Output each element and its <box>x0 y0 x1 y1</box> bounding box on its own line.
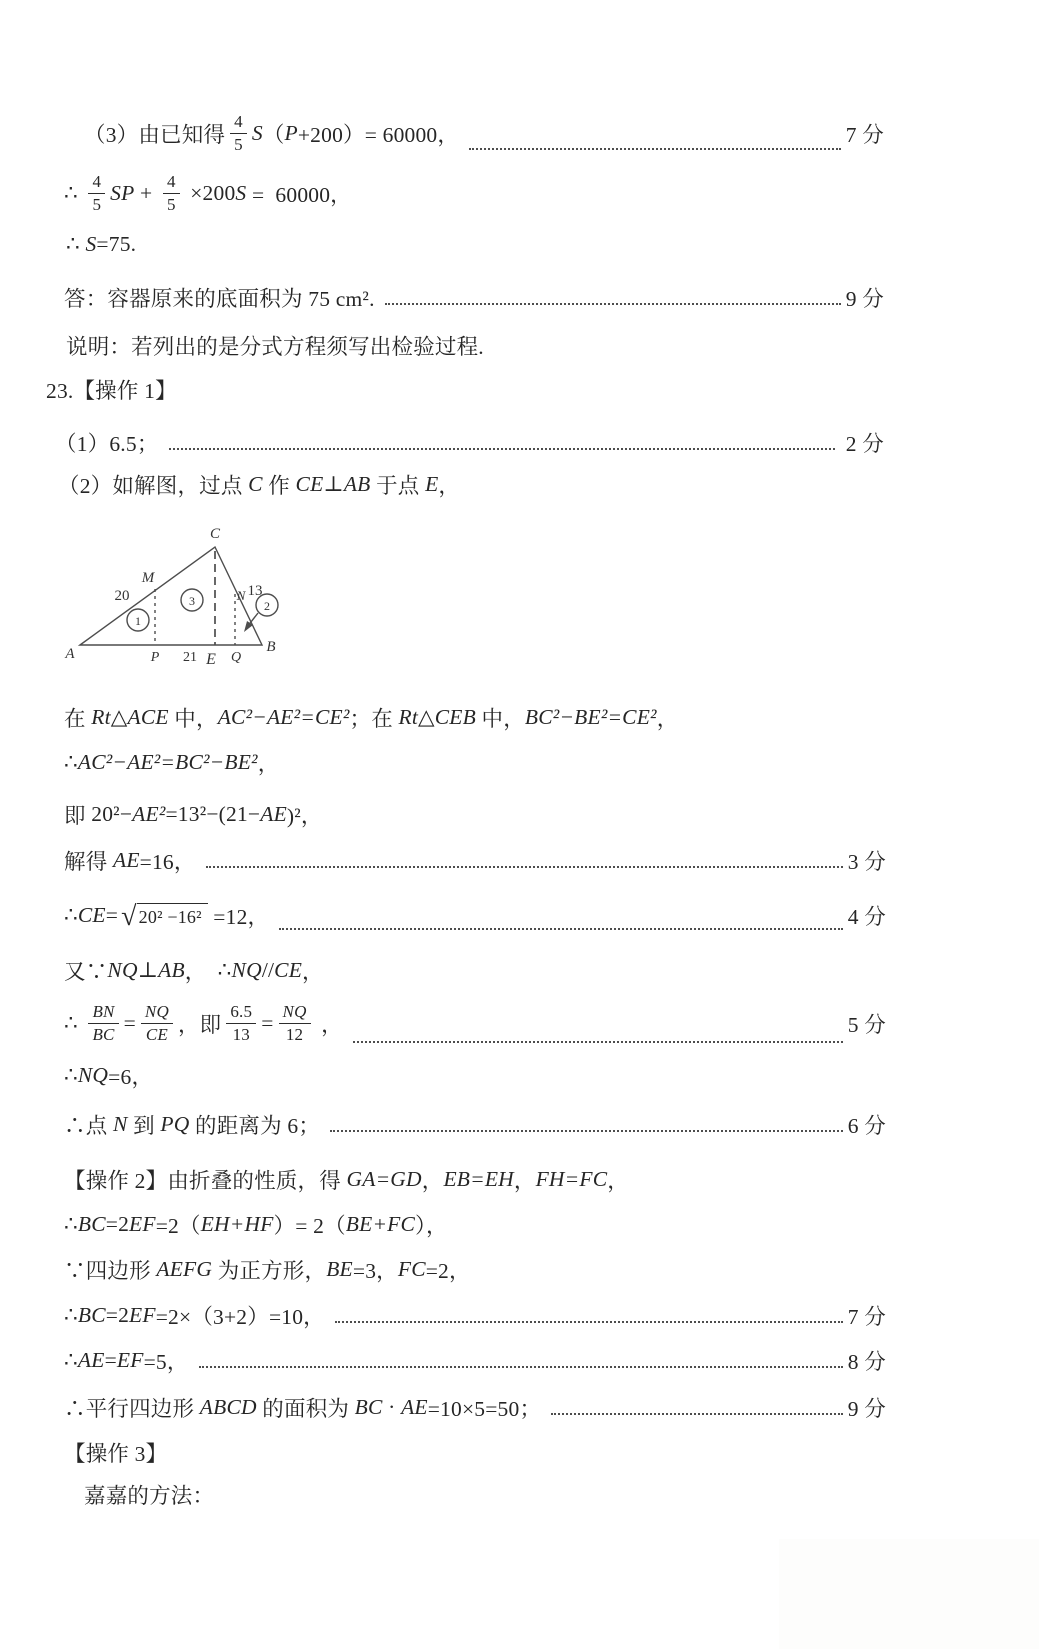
seg: CE <box>77 902 106 927</box>
radical-sign: √ <box>121 900 137 932</box>
seg: =2（ <box>155 1214 201 1238</box>
seg: BC²−BE²=CE² <box>524 705 657 729</box>
seg: =2 <box>105 1303 130 1327</box>
length-label-21: 21 <box>183 650 197 665</box>
seg: ∴ <box>64 902 78 927</box>
ae-value-line <box>64 1345 886 1376</box>
seg: CE <box>145 1024 168 1044</box>
dotted-leader <box>469 148 841 150</box>
seg: 5 <box>92 194 102 214</box>
seg: ∴平行四边形 <box>64 1397 200 1421</box>
seg: ∴ <box>64 1063 78 1087</box>
seg: EH+HF <box>200 1212 274 1236</box>
dotted-leader <box>335 1321 843 1323</box>
seg: 为正方形， <box>212 1259 327 1283</box>
seg: 的面积为 <box>256 1397 355 1421</box>
length-label-20: 20 <box>114 588 130 604</box>
seg: ∴ <box>64 1303 78 1327</box>
seg: AC²−AE²=CE² <box>217 705 350 729</box>
solution-line-eq1 <box>84 108 884 158</box>
parallel-line <box>64 955 324 986</box>
seg: SP <box>110 180 135 205</box>
seg: 20²− <box>91 802 133 826</box>
seg: ∴ <box>64 1348 78 1372</box>
seg: ∴ <box>64 1212 78 1236</box>
seg: 说明：若列出的是分式方程须写出检验过程. <box>66 335 484 359</box>
seg: =2， <box>425 1259 471 1283</box>
seg: （ <box>262 122 285 147</box>
seg: （2）如解图，过点 <box>58 474 249 498</box>
seg: 解得 <box>64 850 113 874</box>
seg: ∴ <box>66 232 86 256</box>
seg: BE+FC <box>345 1212 416 1236</box>
seg: S <box>251 120 263 145</box>
dotted-leader <box>551 1413 843 1415</box>
seg: EB=EH <box>443 1167 514 1191</box>
seg: ×200 <box>184 180 236 205</box>
seg: （1）6.5； <box>55 432 159 456</box>
seg: ∴点 <box>64 1114 113 1138</box>
seg: 【操作 2】由折叠的性质，得 <box>64 1169 347 1193</box>
distance-conclusion-line <box>64 1109 886 1140</box>
seg: AE² <box>132 802 166 826</box>
fraction-NQ-CE <box>141 1002 173 1043</box>
dotted-leader <box>169 448 836 450</box>
score-mark: 4 分 <box>847 904 886 929</box>
faint-watermark <box>779 1539 1039 1649</box>
seg: ∴ <box>64 180 84 205</box>
seg: NQ <box>231 958 262 982</box>
seg: NQ <box>107 958 138 982</box>
fraction-4-5 <box>88 172 105 213</box>
solution-line-s75 <box>66 232 136 257</box>
seg: EF <box>116 1348 144 1372</box>
seg: BN <box>88 1002 118 1023</box>
seg: AE <box>401 1395 428 1419</box>
seg: AB <box>158 958 185 982</box>
pythagoras-line <box>64 702 678 733</box>
problem-23-heading <box>46 374 177 405</box>
dotted-leader <box>385 303 841 305</box>
seg: 13 <box>232 1024 250 1044</box>
seg: =16， <box>139 850 196 874</box>
seg: ⊥ <box>323 472 344 496</box>
seg: 即 <box>64 804 92 828</box>
fraction-NQ-12 <box>279 1002 311 1043</box>
seg: ， <box>421 1169 444 1193</box>
seg: AB <box>343 472 371 496</box>
triangle-figure <box>50 500 300 670</box>
seg: AC²−AE²=BC²−BE² <box>77 750 258 774</box>
point-label-P: P <box>150 650 160 665</box>
seg: 4 <box>230 112 247 133</box>
seg: （3）由已知得 <box>84 122 226 147</box>
seg: ， <box>656 707 679 731</box>
seg: = <box>105 902 119 927</box>
bc-value-line <box>64 1300 886 1331</box>
seg: 中， <box>168 707 218 731</box>
seg: 的距离为 6； <box>189 1114 321 1138</box>
square-root <box>121 900 208 932</box>
seg: N <box>112 1112 128 1136</box>
seg: =75. <box>96 232 137 256</box>
score-mark: 7 分 <box>845 122 884 147</box>
seg: BC <box>92 1024 115 1044</box>
point-label-E: E <box>206 651 216 668</box>
dotted-leader <box>279 928 843 930</box>
dotted-leader <box>353 1041 843 1043</box>
part-2-intro <box>58 469 460 500</box>
area-conclusion-line <box>64 1392 886 1423</box>
seg: BC <box>77 1212 106 1236</box>
score-mark: 5 分 <box>847 1012 886 1037</box>
seg: =2×（3+2）=10， <box>155 1305 325 1329</box>
seg: 23.【操作 1】 <box>46 379 177 403</box>
seg: ，即 <box>177 1012 222 1037</box>
dotted-leader <box>206 866 843 868</box>
seg: 12 <box>285 1024 304 1044</box>
vertex-label-B: B <box>266 639 276 655</box>
seg: 4 <box>88 172 105 193</box>
seg: NQ <box>279 1002 311 1023</box>
length-label-13: 13 <box>247 583 263 599</box>
seg: 到 <box>127 1114 161 1138</box>
score-mark: 9 分 <box>845 287 884 311</box>
part-1-answer <box>55 427 884 458</box>
seg: PQ <box>160 1112 190 1136</box>
seg: =12， <box>207 904 270 929</box>
seg: GA=GD <box>346 1167 422 1191</box>
seg: =10×5=50； <box>427 1397 542 1421</box>
seg: · <box>382 1395 402 1419</box>
seg: 在 <box>64 707 92 731</box>
seg: = 60000， <box>246 182 352 207</box>
ae-result-line <box>64 845 886 876</box>
seg: 5 <box>234 134 243 154</box>
ce-result-line <box>64 892 886 938</box>
substitution-line <box>64 799 323 830</box>
fraction-BN-BC <box>88 1002 118 1043</box>
seg: AE <box>112 848 140 872</box>
seg: ， <box>438 474 461 498</box>
seg: // <box>261 958 275 982</box>
dotted-leader <box>199 1366 843 1368</box>
seg: ， <box>607 1169 629 1193</box>
seg: = <box>104 1348 117 1372</box>
point-label-Q: Q <box>230 650 242 665</box>
seg: BE <box>326 1257 353 1281</box>
seg: 嘉嘉的方法： <box>84 1484 215 1508</box>
score-mark: 3 分 <box>847 850 886 874</box>
seg: ， <box>513 1169 536 1193</box>
score-mark: 6 分 <box>847 1114 886 1138</box>
seg: 4 <box>163 172 180 193</box>
score-mark: 9 分 <box>847 1397 886 1421</box>
note-line <box>66 330 484 361</box>
seg: Rt△ACE <box>91 705 169 729</box>
seg: 作 <box>262 474 296 498</box>
seg: EF <box>129 1303 156 1327</box>
seg: 5 <box>166 194 176 214</box>
seg: + <box>134 180 158 205</box>
seg: ∵四边形 <box>64 1259 157 1283</box>
region-tag-2: 2 <box>264 599 270 613</box>
seg: EF <box>129 1212 156 1236</box>
operation-3-heading <box>64 1437 167 1468</box>
answer-line <box>64 282 884 313</box>
seg: 答：容器原来的底面积为 75 cm². <box>64 287 375 311</box>
seg: ， <box>184 960 218 984</box>
seg: =5， <box>143 1350 189 1374</box>
seg: FC <box>397 1257 426 1281</box>
seg: 6.5 <box>226 1002 256 1023</box>
seg: ）= 2（ <box>273 1214 346 1238</box>
seg: 又∵ <box>64 960 108 984</box>
seg: ， <box>302 960 324 984</box>
seg: ， <box>315 1012 343 1037</box>
score-mark: 2 分 <box>840 432 884 456</box>
seg: E <box>425 472 439 496</box>
seg: = <box>261 1010 274 1035</box>
seg: ；在 <box>349 707 399 731</box>
seg: =2 <box>105 1212 130 1236</box>
dotted-leader <box>330 1130 843 1132</box>
region-tag-1: 1 <box>135 614 141 628</box>
seg: CE <box>295 472 324 496</box>
operation-2-heading <box>64 1164 629 1195</box>
square-given-line <box>64 1254 471 1285</box>
point-label-M: M <box>141 570 155 586</box>
seg: = <box>123 1010 136 1035</box>
equation-line <box>64 747 279 778</box>
bc-expansion-line <box>64 1209 448 1240</box>
nq-result-line <box>64 1060 153 1091</box>
seg: 中， <box>475 707 525 731</box>
seg: BC <box>354 1395 383 1419</box>
seg: 20² −16² <box>137 903 208 928</box>
seg: +200）= 60000， <box>297 122 460 147</box>
ratio-line <box>64 995 886 1051</box>
point-label-N: N <box>236 588 246 603</box>
jiajia-method-heading <box>84 1479 214 1510</box>
seg: =3， <box>352 1259 398 1283</box>
seg: =13²−(21− <box>165 802 261 826</box>
seg: C <box>248 472 263 496</box>
seg: AEFG <box>156 1257 213 1281</box>
seg: AE <box>260 802 287 826</box>
fraction-6.5-13 <box>226 1002 256 1043</box>
seg: =6， <box>108 1065 154 1089</box>
seg: ）， <box>415 1214 448 1238</box>
seg: Rt△CEB <box>398 705 476 729</box>
seg: BC <box>77 1303 106 1327</box>
seg: FH=FC <box>535 1167 608 1191</box>
fraction-4-5 <box>230 112 247 153</box>
vertex-label-A: A <box>65 646 75 662</box>
solution-line-eq2 <box>64 168 352 218</box>
seg: AE <box>77 1348 105 1372</box>
vertex-label-C: C <box>209 526 221 542</box>
seg: ABCD <box>199 1395 257 1419</box>
seg: NQ <box>77 1063 109 1087</box>
seg: ， <box>257 752 280 776</box>
region-tag-3: 3 <box>189 594 195 608</box>
seg: S <box>85 232 97 256</box>
score-mark: 8 分 <box>847 1350 886 1374</box>
seg: ∴ <box>64 750 78 774</box>
seg: NQ <box>141 1002 173 1023</box>
score-mark: 7 分 <box>847 1305 886 1329</box>
seg: )²， <box>286 804 323 828</box>
seg: ⊥ <box>137 958 159 982</box>
fraction-4-5 <box>163 172 180 213</box>
seg: 【操作 3】 <box>64 1442 168 1466</box>
seg: CE <box>274 958 303 982</box>
seg: P <box>284 120 298 145</box>
seg: 于点 <box>370 474 426 498</box>
seg: S <box>235 180 247 205</box>
seg: ∴ <box>64 1010 84 1035</box>
seg: ∴ <box>217 958 232 982</box>
